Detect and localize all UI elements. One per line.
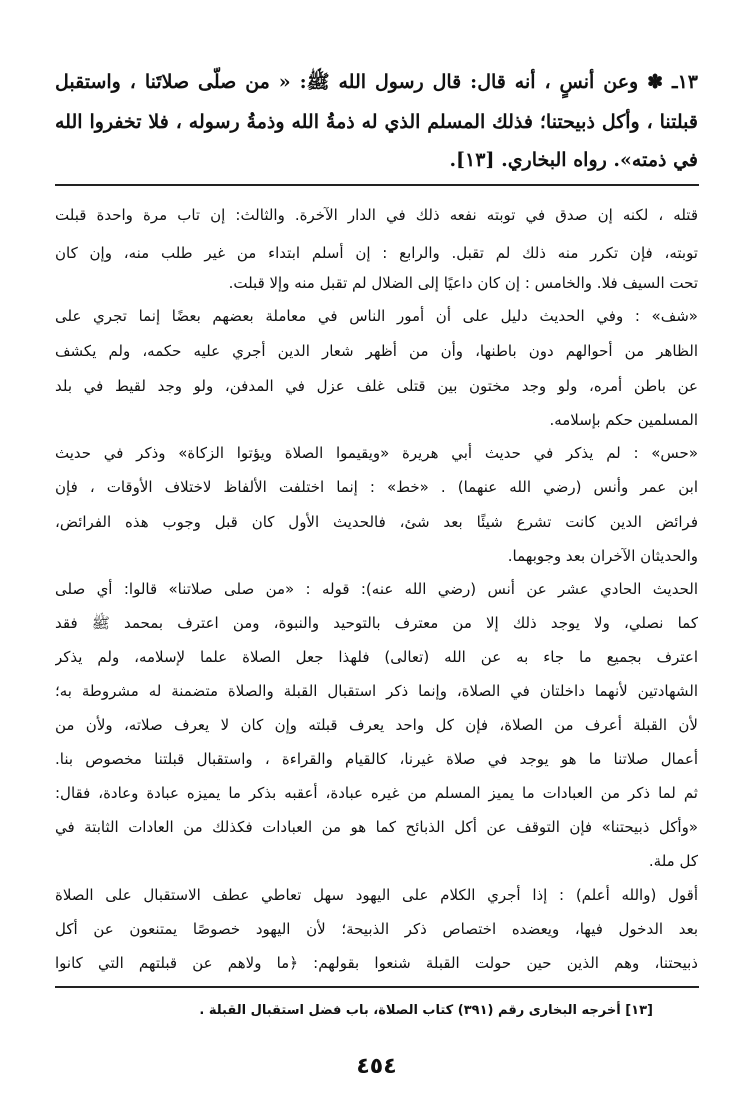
hadith-line: قبلتنا ، وأكل ذبيحتنا؛ فذلك المسلم الذي له ذمةُ الله وذمةُ رسوله ، فلا تخفروا الله [55,111,698,133]
commentary-line: «شف» : وفي الحديث دليل على أن أمور الناس في معاملة بعضهم بعضًا إنما تجري على [55,307,698,325]
commentary-line: ابن عمر وأنس (رضي الله عنهما) . «خط» : إنما اختلفت الألفاظ لاختلاف الأوقات ، فإن [55,478,698,496]
commentary-line: المسلمين حكم بإسلامه. [549,411,698,429]
commentary-line: فرائض الدين كانت تشرع شيئًا بعد شئ، فالحديث الأول كان قبل وجوب هذه الفرائض، [55,513,698,531]
commentary-line: بعد الدخول فيها، ويعضده اختصاص ذكر الذبيحة؛ لأن اليهود خصوصًا يمتنعون عن أكل [55,920,698,938]
commentary-line: لأن القبلة أعرف من الصلاة، فإن كل واحد يعرف قبلته وإن كان لا يعرف صلاته، ولأن من [55,716,698,734]
footnote: [١٣] أخرجه البخارى رقم (٣٩١) كتاب الصلاة، باب فضل استقبال القبلة . [199,1003,653,1018]
commentary-line: الشهادتين لأنهما داخلتان في الصلاة، وإنما ذكر استقبال القبلة والصلاة متضمنة له مشروطة به؛ [55,682,698,700]
commentary-line: «وأكل ذبيحتنا» فإن التوقف عن أكل الذبائح كما هو من العبادات فكذلك من العادات الثابتة في [55,818,698,836]
commentary-line: عن باطن أمره، ولو وجد مختون بين قتلى غلف عزل في المدفن، ولو وجد لقيط في بلد [55,377,698,395]
page-number: ٤٥٤ [356,1054,397,1079]
separator-rule [55,184,699,186]
commentary-line: توبته، فإن تكرر منه ذلك لم تقبل. والرابع : إن أسلم ابتداء من غير طلب منه، وإن كان [55,244,698,262]
commentary-line: كل ملة. [648,852,698,870]
hadith-line: ١٣ـ ✽ وعن أنسٍ ، أنه قال: قال رسول الله ﷺ: « من صلّى صلاتَنا ، واستقبل [55,71,698,93]
commentary-line: أعمال صلاتنا ما هو يوجد في صلاة غيرنا، كالقيام والقراءة ، واستقبال قبلتنا مخصوص بنا. [55,750,698,768]
commentary-line: اعترف بجميع ما جاء به عن الله (تعالى) فلهذا جعل الصلاة علما لإسلامه، ولم يذكر [55,648,698,666]
hadith-line: في ذمته». رواه البخاري. [١٣]. [449,149,698,171]
commentary-line: ثم لما ذكر من العبادات ما يميز المسلم من غيره عبادة، أعقبه بذكر ما يميزه عبادة وعادة، فقال: [55,784,698,802]
commentary-line: تحت السيف فلا. والخامس : إن كان داعيًا إلى الضلال لم تقبل منه وإلا قبلت. [228,274,698,292]
commentary-line: قتله ، لكنه إن صدق في توبته نفعه ذلك في الدار الآخرة. والثالث: إن تاب مرة واحدة قبلت [55,206,698,224]
footnote-rule [55,986,699,988]
commentary-line: والحديثان الآخران بعد وجوبهما. [507,547,698,565]
commentary-line: «حس» : لم يذكر في حديث أبي هريرة «ويقيموا الصلاة ويؤتوا الزكاة» وذكر في حديث [55,444,698,462]
commentary-line: الحديث الحادي عشر عن أنس (رضي الله عنه): قوله : «من صلى صلاتنا» قالوا: أي صلى [55,580,698,598]
commentary-line: ذبيحتنا، وهم الذين حين حولت القبلة شنعوا بقولهم: ﴿ما ولاهم عن قبلتهم التي كانوا [55,954,698,972]
commentary-line: كما نصلي، ولا يوجد ذلك إلا من معترف بالتوحيد والنبوة، ومن اعترف بمحمد ﷺ فقد [55,614,698,632]
commentary-line: أقول (والله أعلم) : إذا أجري الكلام على اليهود سهل تعاطي عطف الاستقبال على الصلاة [55,886,698,904]
commentary-line: الظاهر من أحوالهم دون باطنها، وأن من أظهر شعار الدين أجري عليه حكمه، ولم يكشف [55,342,698,360]
